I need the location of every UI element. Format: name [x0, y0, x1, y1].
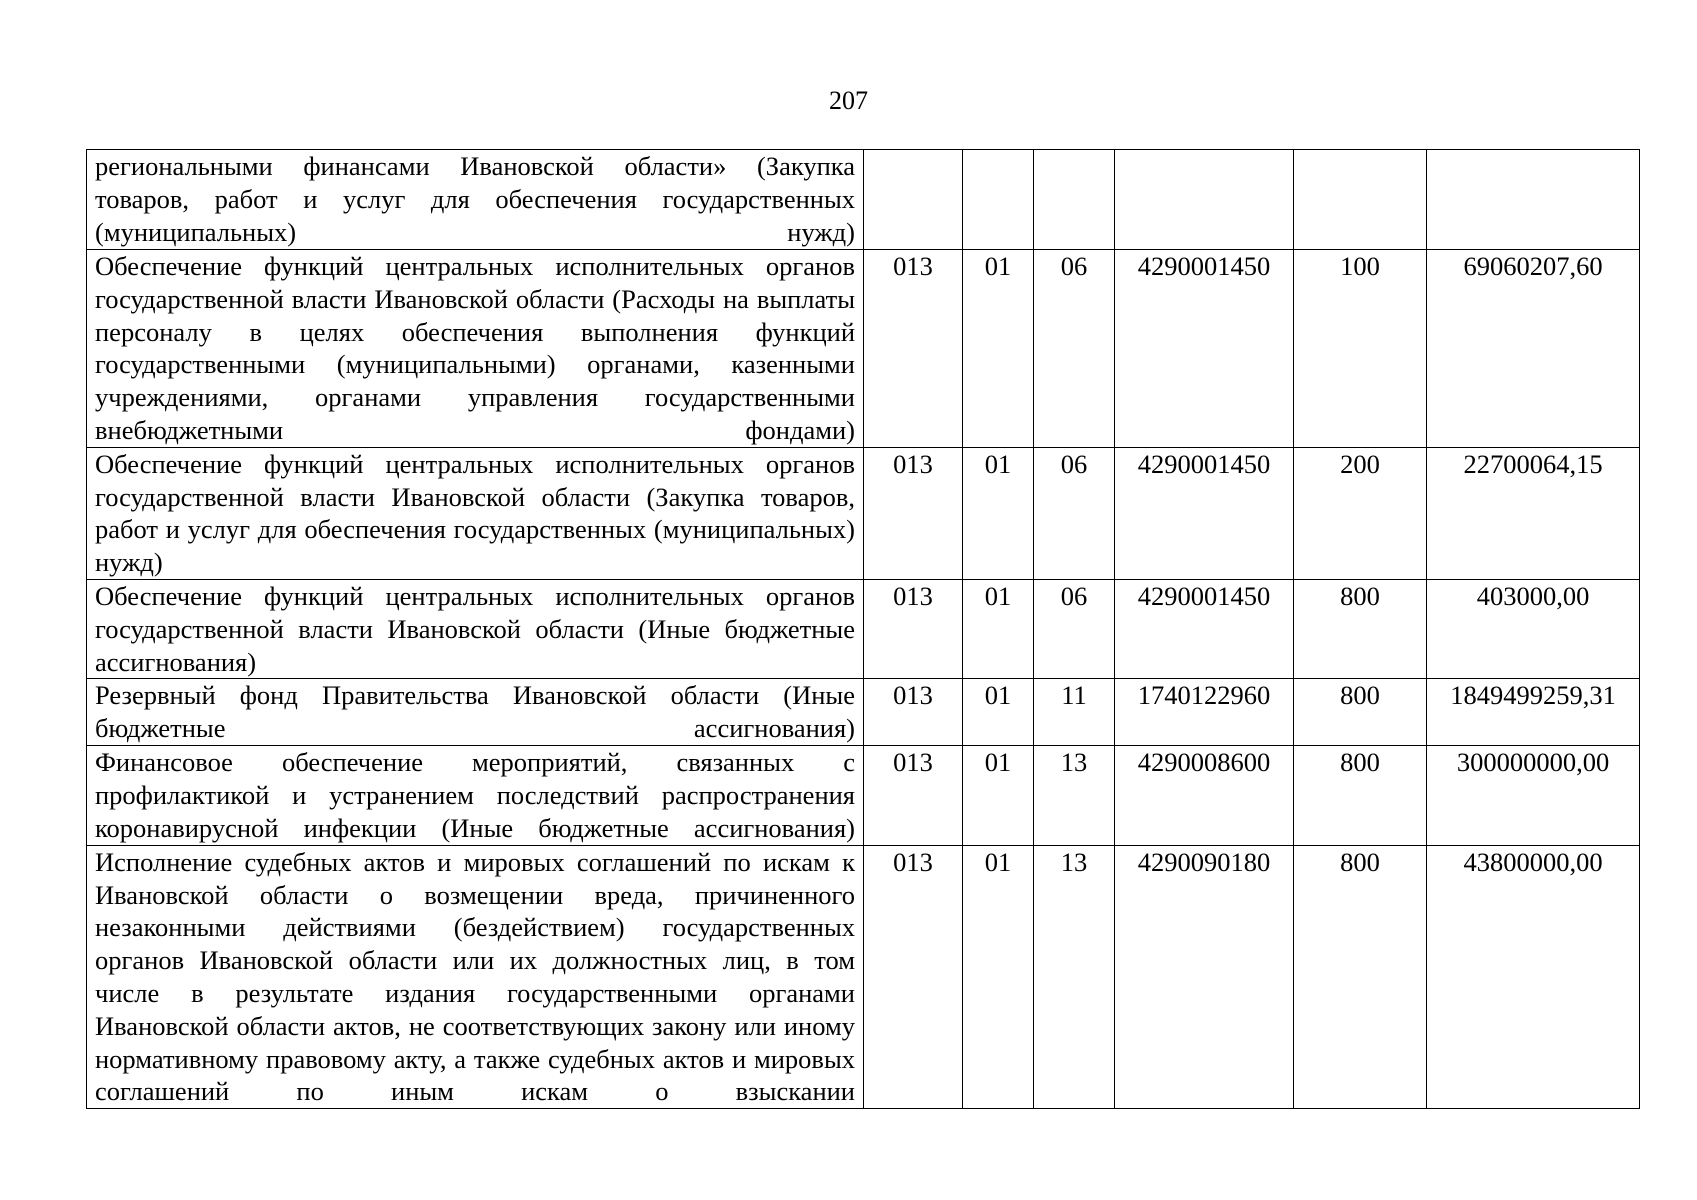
target-article-code: 4290008600 [1115, 746, 1294, 845]
admin-code: 013 [864, 579, 963, 678]
table-row [87, 250, 1640, 448]
target-article-code: 4290001450 [1115, 447, 1294, 579]
row-description: Исполнение судебных актов и мировых соглашений по искам к Ивановской области о возмещении вреда, причиненного незаконными действиями (бездействием) государственных органов Ивановской области или их должностных лиц, в том числе в результате издания государственными органами Ивановской области актов, не соответствующих закону или иному нормативному правовому акту, а также судебных актов и мировых соглашений по иным искам о взыскании [87, 845, 864, 1108]
row-description: Обеспечение функций центральных исполнительных органов государственной власти Ивановской области (Закупка товаров, работ и услуг для обеспечения государственных (муниципальных) нужд) [87, 447, 864, 579]
expense-type-code: 800 [1294, 679, 1427, 746]
row-description: Обеспечение функций центральных исполнительных органов государственной власти Ивановской области (Иные бюджетные ассигнования) [87, 579, 864, 678]
target-article-code [1115, 150, 1294, 250]
admin-code: 013 [864, 679, 963, 746]
target-article-code: 4290090180 [1115, 845, 1294, 1108]
expense-type-code: 800 [1294, 746, 1427, 845]
amount: 300000000,00 [1427, 746, 1640, 845]
subsection-code: 06 [1034, 447, 1115, 579]
subsection-code: 13 [1034, 845, 1115, 1108]
amount: 1849499259,31 [1427, 679, 1640, 746]
amount: 43800000,00 [1427, 845, 1640, 1108]
expense-type-code [1294, 150, 1427, 250]
table-row [87, 679, 1640, 746]
table-row [87, 746, 1640, 845]
target-article-code: 4290001450 [1115, 579, 1294, 678]
subsection-code: 06 [1034, 250, 1115, 448]
subsection-code [1034, 150, 1115, 250]
subsection-code: 13 [1034, 746, 1115, 845]
subsection-code: 11 [1034, 679, 1115, 746]
expense-type-code: 100 [1294, 250, 1427, 448]
section-code: 01 [963, 250, 1034, 448]
amount: 403000,00 [1427, 579, 1640, 678]
section-code: 01 [963, 746, 1034, 845]
table-row [87, 150, 1640, 250]
row-description: Финансовое обеспечение мероприятий, связанных с профилактикой и устранением последствий распространения коронавирусной инфекции (Иные бюджетные ассигнования) [87, 746, 864, 845]
section-code: 01 [963, 679, 1034, 746]
target-article-code: 1740122960 [1115, 679, 1294, 746]
section-code [963, 150, 1034, 250]
table-row [87, 579, 1640, 678]
section-code: 01 [963, 447, 1034, 579]
admin-code [864, 150, 963, 250]
admin-code: 013 [864, 250, 963, 448]
admin-code: 013 [864, 845, 963, 1108]
amount: 69060207,60 [1427, 250, 1640, 448]
section-code: 01 [963, 845, 1034, 1108]
admin-code: 013 [864, 746, 963, 845]
budget-table [86, 149, 1640, 1109]
subsection-code: 06 [1034, 579, 1115, 678]
section-code: 01 [963, 579, 1034, 678]
row-description: Резервный фонд Правительства Ивановской области (Иные бюджетные ассигнования) [87, 679, 864, 746]
row-description: Обеспечение функций центральных исполнительных органов государственной власти Ивановской области (Расходы на выплаты персоналу в целях обеспечения выполнения функций государственными (муниципальными) органами, казенными учреждениями, органами управления государственными внебюджетными фондами) [87, 250, 864, 448]
amount: 22700064,15 [1427, 447, 1640, 579]
page-number: 207 [829, 86, 868, 115]
expense-type-code: 200 [1294, 447, 1427, 579]
admin-code: 013 [864, 447, 963, 579]
amount [1427, 150, 1640, 250]
row-description: региональными финансами Ивановской области» (Закупка товаров, работ и услуг для обеспечения государственных (муниципальных) нужд) [87, 150, 864, 250]
target-article-code: 4290001450 [1115, 250, 1294, 448]
expense-type-code: 800 [1294, 579, 1427, 678]
table-row [87, 845, 1640, 1108]
expense-type-code: 800 [1294, 845, 1427, 1108]
table-row [87, 447, 1640, 579]
